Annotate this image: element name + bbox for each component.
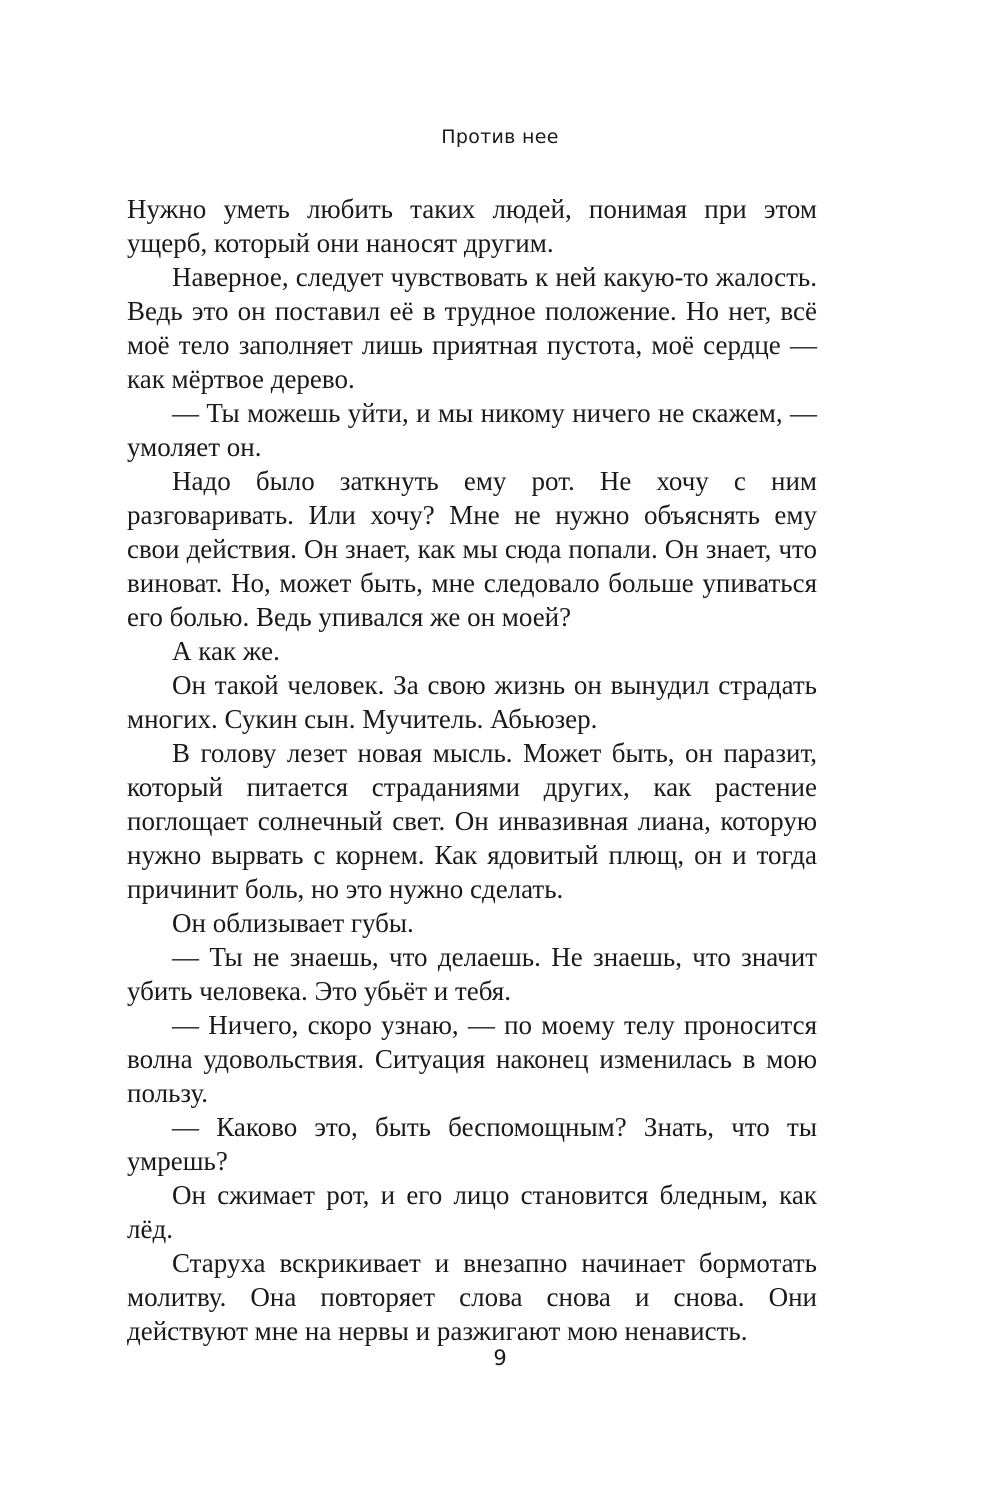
paragraph: — Каково это, быть беспомощным? Знать, что ты умрешь? xyxy=(127,1112,817,1176)
paragraph: Наверное, следует чувствовать к ней какую-то жалость. Ведь это он поставил её в трудное положение. Но нет, всё моё тело заполняет лишь приятная пустота, моё сердце — как мёртвое дерево. xyxy=(127,262,817,394)
running-header: Против нее xyxy=(441,126,559,148)
paragraph: Он облизывает губы. xyxy=(172,908,414,938)
paragraph: Он такой человек. За свою жизнь он вынудил страдать многих. Сукин сын. Мучитель. Абьюзер. xyxy=(127,670,817,734)
paragraph: — Ты не знаешь, что делаешь. Не знаешь, что значит убить человека. Это убьёт и тебя. xyxy=(127,942,817,1006)
paragraph: — Ты можешь уйти, и мы никому ничего не скажем, — умоляет он. xyxy=(127,398,817,462)
paragraph: — Ничего, скоро узнаю, — по моему телу проносится волна удовольствия. Ситуация наконец изменилась в мою пользу. xyxy=(127,1010,817,1108)
paragraph: Нужно уметь любить таких людей, понимая при этом ущерб, который они наносят другим. xyxy=(127,194,817,258)
paragraph: Он сжимает рот, и его лицо становится бледным, как лёд. xyxy=(127,1180,817,1244)
paragraph: Надо было заткнуть ему рот. Не хочу с ним разговаривать. Или хочу? Мне не нужно объяснять ему свои действия. Он знает, как мы сюда попали. Он знает, что виноват. Но, может быть, мне следовало больше упиваться его болью. Ведь упивался же он моей? xyxy=(127,466,817,632)
paragraph: Старуха вскрикивает и внезапно начинает бормотать молитву. Она повторяет слова снова и снова. Они действуют мне на нервы и разжигают мою ненависть. xyxy=(127,1248,817,1346)
paragraph: В голову лезет новая мысль. Может быть, он паразит, который питается страданиями других, как растение поглощает солнечный свет. Он инвазивная лиана, которую нужно вырвать с корнем. Как ядовитый плющ, он и тогда причинит боль, но это нужно сделать. xyxy=(127,738,817,904)
page-number: 9 xyxy=(493,1346,507,1370)
body-text xyxy=(127,192,817,1348)
paragraph: А как же. xyxy=(172,636,280,666)
